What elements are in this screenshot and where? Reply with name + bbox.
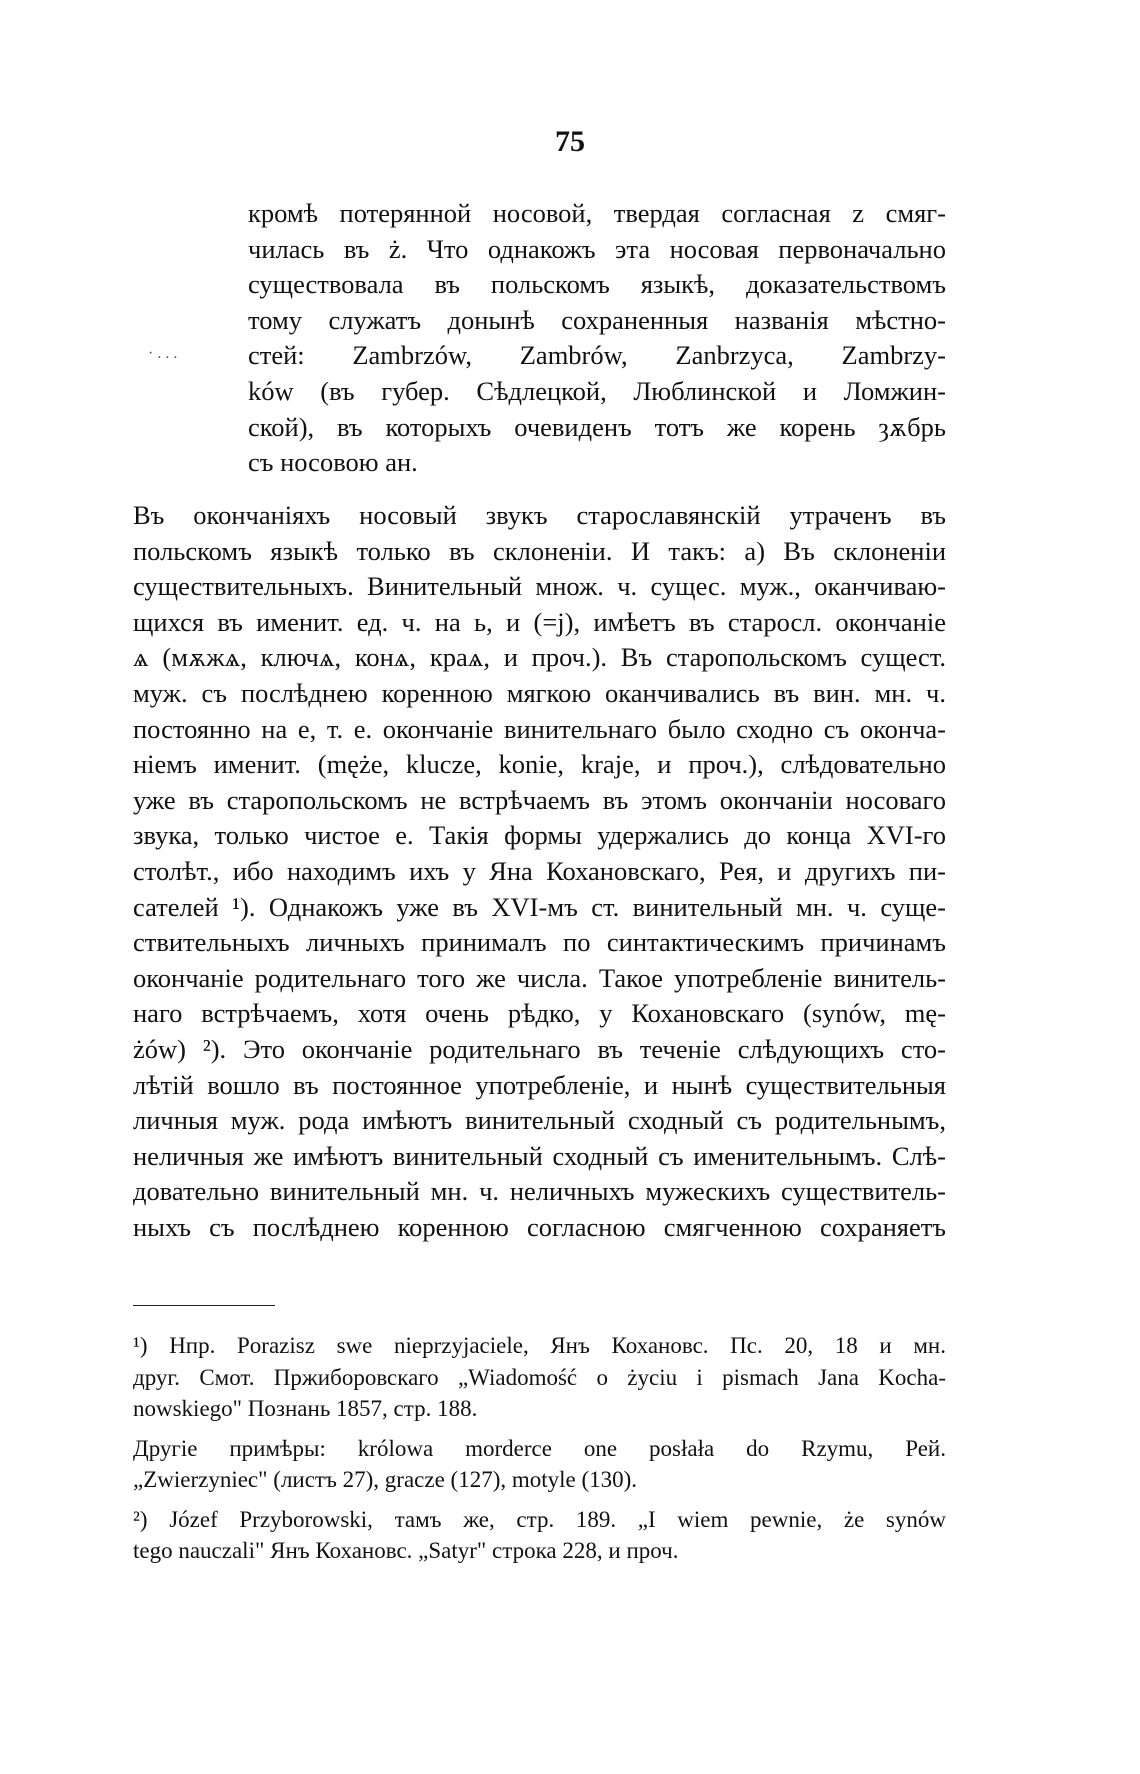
footnote-divider (133, 1305, 275, 1306)
text-line: Въ окончаніяхъ носовый звукъ старославянскій утраченъ въ (133, 500, 946, 530)
text-line: довательно винительный мн. ч. неличныхъ мужескихъ существитель- (133, 1176, 946, 1207)
footnote-line: Другіе примѣры: królowa morderce one posłała do Rzymu, Рей. (133, 1435, 946, 1461)
text-line: ствительныхъ личныхъ принималъ по синтактическимъ причинамъ (133, 927, 946, 958)
text-line: ніемъ именит. (męże, klucze, konie, kraje, и проч.), слѣдовательно (133, 749, 946, 780)
text-line: звука, только чистое e. Такія формы удержались до конца XVI-го (133, 820, 946, 851)
text-line: постоянно на e, т. е. окончаніе винительнаго было сходно съ оконча- (133, 713, 946, 744)
text-line: неличныя же имѣютъ винительный сходный съ именительнымъ. Слѣ- (133, 1140, 946, 1171)
text-line: окончаніе родительнаго того же числа. Такое употребленіе винитель- (133, 962, 946, 993)
text-line: личныя муж. рода имѣютъ винительный сходный съ родительнымъ, (133, 1105, 946, 1136)
text-line: ѧ (мѫжѧ, ключѧ, конѧ, краѧ, и проч.). Въ старопольскомъ сущест. (133, 642, 946, 673)
footnotes (133, 1330, 946, 1567)
text-line: существовала въ польскомъ языкѣ, доказательствомъ (248, 269, 946, 300)
text-line: чилась въ ż. Что однакожъ эта носовая первоначально (248, 233, 946, 264)
text-line: тому служатъ донынѣ сохраненныя названія мѣстно- (248, 304, 946, 335)
paragraph-continuation (248, 196, 946, 481)
text-line: щихся въ именит. ед. ч. на ь, и (=j), имѣетъ въ старосл. окончаніе (133, 606, 946, 637)
text-line: кромѣ потерянной носовой, твердая согласная z смяг- (248, 198, 946, 228)
text-line: ской), въ которыхъ очевиденъ тотъ же корень ȝѫбрь (248, 411, 946, 442)
footnote-line: ¹) Нпр. Porazisz swe nieprzyjaciele, Янъ Кохановс. Пс. 20, 18 и мн. (133, 1333, 946, 1358)
text-line: стей: Zambrzów, Zambrów, Zanbrzyca, Zambrzy- (248, 340, 946, 371)
paragraph-endings (133, 498, 946, 1245)
footnote-line: друг. Смот. Пржиборовскаго „Wiadomość o życiu i pismach Jana Kocha- (133, 1364, 946, 1390)
text-line: сателей ¹). Однакожъ уже въ XVI-мъ ст. винительный мн. ч. суще- (133, 891, 946, 922)
text-line: уже въ старопольскомъ не встрѣчаемъ въ этомъ окончаніи носоваго (133, 784, 946, 815)
text-line: существительныхъ. Винительный множ. ч. сущес. муж., оканчиваю- (133, 571, 946, 602)
footnote-line: „Zwierzyniec" (листъ 27), gracze (127), motyle (130). (133, 1467, 638, 1492)
page-number: 75 (555, 125, 585, 158)
footnote-line: tego nauczali" Янъ Кохановс. „Satyr" строка 228, и проч. (133, 1538, 679, 1563)
footnote-line: nowskiego" Познань 1857, стр. 188. (133, 1396, 478, 1421)
text-line: ныхъ съ послѣднею коренною согласною смягченною сохраняетъ (133, 1211, 946, 1242)
text-line: польскомъ языкѣ только въ склоненіи. И такъ: a) Въ склоненіи (133, 535, 946, 566)
text-line: наго встрѣчаемъ, хотя очень рѣдко, у Кохановскаго (synów, mę- (133, 998, 946, 1029)
text-line: съ носовою ан. (248, 447, 418, 478)
text-line: ków (въ губер. Сѣдлецкой, Люблинской и Ломжин- (248, 375, 946, 406)
text-line: лѣтій вошло въ постоянное употребленіе, и нынѣ существительныя (133, 1069, 946, 1100)
text-line: столѣт., ибо находимъ ихъ у Яна Кохановскаго, Рея, и другихъ пи- (133, 855, 946, 886)
text-line: муж. съ послѣднею коренною мягкою оканчивались въ вин. мн. ч. (133, 677, 946, 708)
text-line: żów) ²). Это окончаніе родительнаго въ теченіе слѣдующихъ сто- (133, 1033, 946, 1064)
margin-mark: · . . . (148, 345, 178, 362)
footnote-line: ²) Józef Przyborowski, тамъ же, стр. 189. „I wiem pewnie, że synów (133, 1506, 946, 1532)
